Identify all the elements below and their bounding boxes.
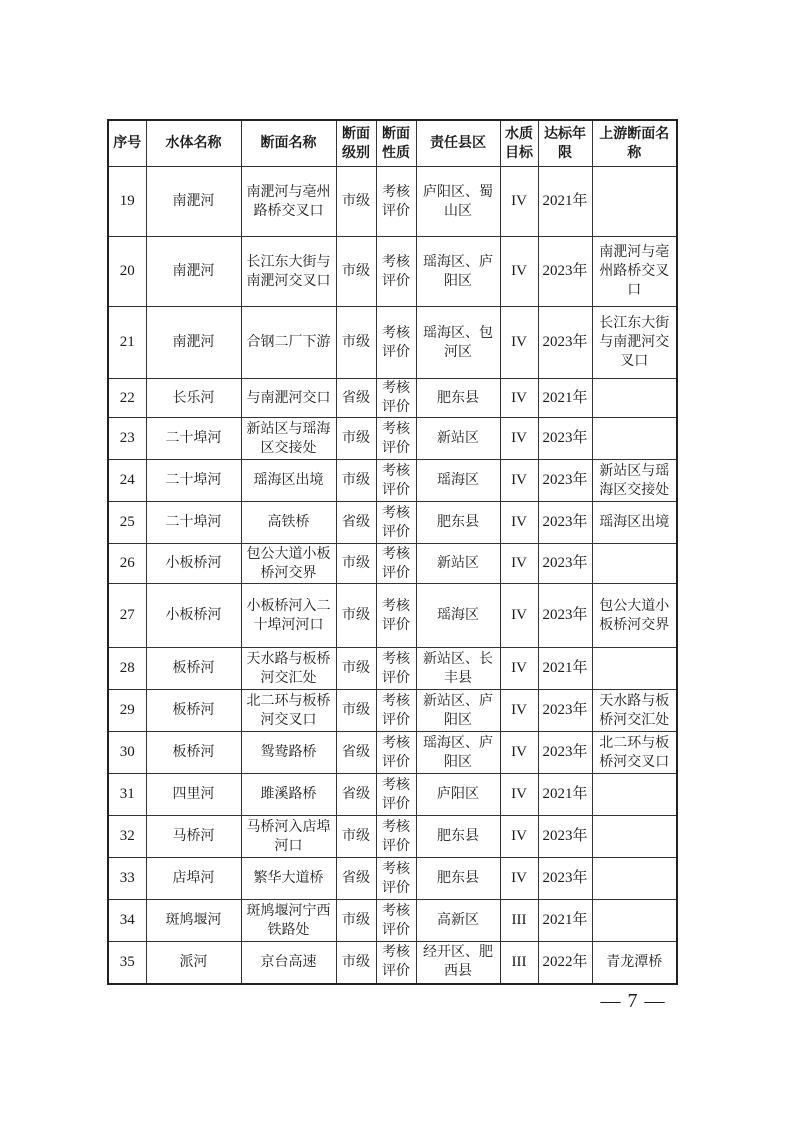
water-body-name: 长乐河: [146, 379, 241, 418]
upstream-section-name: 天水路与板桥河交汇处: [592, 690, 677, 732]
row-number: 23: [108, 418, 146, 460]
section-nature: 考核评价: [376, 167, 416, 237]
section-level: 市级: [336, 460, 376, 502]
responsible-county: 庐阳区、蜀山区: [416, 167, 500, 237]
row-number: 27: [108, 584, 146, 648]
section-level: 市级: [336, 418, 376, 460]
section-name: 斑鸠堰河宁西铁路处: [241, 900, 336, 942]
section-name: 天水路与板桥河交汇处: [241, 648, 336, 690]
table-row: [108, 418, 677, 460]
water-body-name: 四里河: [146, 774, 241, 816]
responsible-county: 瑶海区: [416, 460, 500, 502]
compliance-year: 2023年: [538, 544, 592, 584]
section-level: 市级: [336, 584, 376, 648]
compliance-year: 2021年: [538, 648, 592, 690]
upstream-section-name: [592, 167, 677, 237]
responsible-county: 新站区、长丰县: [416, 648, 500, 690]
header-section: 断面名称: [241, 120, 336, 167]
responsible-county: 瑶海区: [416, 584, 500, 648]
table-row: [108, 167, 677, 237]
table-row: [108, 584, 677, 648]
row-number: 28: [108, 648, 146, 690]
water-quality-target: IV: [500, 816, 538, 858]
compliance-year: 2023年: [538, 418, 592, 460]
section-level: 省级: [336, 858, 376, 900]
section-level: 省级: [336, 732, 376, 774]
upstream-section-name: [592, 418, 677, 460]
section-nature: 考核评价: [376, 816, 416, 858]
row-number: 22: [108, 379, 146, 418]
table-row: [108, 307, 677, 379]
upstream-section-name: 青龙潭桥: [592, 942, 677, 984]
table-row: [108, 774, 677, 816]
water-quality-target: IV: [500, 167, 538, 237]
section-level: 市级: [336, 237, 376, 307]
compliance-year: 2021年: [538, 167, 592, 237]
compliance-year: 2021年: [538, 900, 592, 942]
row-number: 32: [108, 816, 146, 858]
section-level: 市级: [336, 690, 376, 732]
section-nature: 考核评价: [376, 732, 416, 774]
water-quality-target: IV: [500, 502, 538, 544]
water-body-name: 板桥河: [146, 648, 241, 690]
compliance-year: 2023年: [538, 460, 592, 502]
compliance-year: 2021年: [538, 774, 592, 816]
section-level: 省级: [336, 774, 376, 816]
section-level: 市级: [336, 167, 376, 237]
upstream-section-name: [592, 816, 677, 858]
water-quality-target: IV: [500, 858, 538, 900]
table-row: [108, 942, 677, 984]
header-row: [108, 120, 677, 167]
header-year: 达标年限: [538, 120, 592, 167]
header-upstream: 上游断面名称: [592, 120, 677, 167]
water-body-name: 二十埠河: [146, 418, 241, 460]
header-level: 断面级别: [336, 120, 376, 167]
water-quality-target: IV: [500, 648, 538, 690]
section-name: 长江东大街与南淝河交叉口: [241, 237, 336, 307]
header-no: 序号: [108, 120, 146, 167]
compliance-year: 2023年: [538, 690, 592, 732]
compliance-year: 2021年: [538, 379, 592, 418]
table-row: [108, 816, 677, 858]
section-nature: 考核评价: [376, 858, 416, 900]
section-level: 省级: [336, 502, 376, 544]
table-row: [108, 732, 677, 774]
section-name: 新站区与瑶海区交接处: [241, 418, 336, 460]
upstream-section-name: [592, 648, 677, 690]
section-nature: 考核评价: [376, 648, 416, 690]
responsible-county: 庐阳区: [416, 774, 500, 816]
water-quality-target: IV: [500, 379, 538, 418]
table-row: [108, 900, 677, 942]
row-number: 29: [108, 690, 146, 732]
section-name: 京台高速: [241, 942, 336, 984]
water-quality-target: IV: [500, 544, 538, 584]
responsible-county: 新站区、庐阳区: [416, 690, 500, 732]
water-quality-target: IV: [500, 237, 538, 307]
row-number: 20: [108, 237, 146, 307]
header-county: 责任县区: [416, 120, 500, 167]
upstream-section-name: [592, 544, 677, 584]
table-row: [108, 237, 677, 307]
water-quality-target: IV: [500, 774, 538, 816]
row-number: 26: [108, 544, 146, 584]
section-name: 包公大道小板桥河交界: [241, 544, 336, 584]
responsible-county: 瑶海区、包河区: [416, 307, 500, 379]
section-level: 市级: [336, 544, 376, 584]
water-body-name: 小板桥河: [146, 584, 241, 648]
monitoring-section-table: [107, 119, 678, 985]
table-body: [108, 167, 677, 984]
responsible-county: 新站区: [416, 418, 500, 460]
water-quality-target: IV: [500, 307, 538, 379]
section-name: 北二环与板桥河交叉口: [241, 690, 336, 732]
water-body-name: 南淝河: [146, 307, 241, 379]
water-quality-target: III: [500, 942, 538, 984]
water-quality-target: IV: [500, 584, 538, 648]
water-body-name: 店埠河: [146, 858, 241, 900]
section-nature: 考核评价: [376, 307, 416, 379]
section-name: 鸳鸯路桥: [241, 732, 336, 774]
page-number: — 7 —: [600, 990, 666, 1012]
upstream-section-name: 南淝河与亳州路桥交叉口: [592, 237, 677, 307]
row-number: 24: [108, 460, 146, 502]
upstream-section-name: 北二环与板桥河交叉口: [592, 732, 677, 774]
table-row: [108, 544, 677, 584]
section-nature: 考核评价: [376, 942, 416, 984]
water-body-name: 南淝河: [146, 167, 241, 237]
section-name: 繁华大道桥: [241, 858, 336, 900]
upstream-section-name: 长江东大街与南淝河交叉口: [592, 307, 677, 379]
responsible-county: 肥东县: [416, 502, 500, 544]
upstream-section-name: [592, 379, 677, 418]
section-nature: 考核评价: [376, 379, 416, 418]
responsible-county: 瑶海区、庐阳区: [416, 732, 500, 774]
water-quality-target: IV: [500, 690, 538, 732]
row-number: 35: [108, 942, 146, 984]
upstream-section-name: [592, 858, 677, 900]
upstream-section-name: 包公大道小板桥河交界: [592, 584, 677, 648]
responsible-county: 肥东县: [416, 379, 500, 418]
section-nature: 考核评价: [376, 502, 416, 544]
compliance-year: 2023年: [538, 584, 592, 648]
section-name: 马桥河入店埠河口: [241, 816, 336, 858]
section-level: 市级: [336, 307, 376, 379]
compliance-year: 2023年: [538, 307, 592, 379]
upstream-section-name: 瑶海区出境: [592, 502, 677, 544]
section-nature: 考核评价: [376, 418, 416, 460]
table-row: [108, 858, 677, 900]
table-row: [108, 379, 677, 418]
compliance-year: 2023年: [538, 237, 592, 307]
upstream-section-name: 新站区与瑶海区交接处: [592, 460, 677, 502]
water-quality-target: IV: [500, 418, 538, 460]
compliance-year: 2023年: [538, 732, 592, 774]
water-body-name: 马桥河: [146, 816, 241, 858]
water-body-name: 斑鸠堰河: [146, 900, 241, 942]
section-nature: 考核评价: [376, 900, 416, 942]
section-name: 高铁桥: [241, 502, 336, 544]
table-row: [108, 648, 677, 690]
responsible-county: 瑶海区、庐阳区: [416, 237, 500, 307]
responsible-county: 新站区: [416, 544, 500, 584]
section-name: 合钢二厂下游: [241, 307, 336, 379]
section-level: 市级: [336, 942, 376, 984]
section-level: 省级: [336, 379, 376, 418]
water-body-name: 南淝河: [146, 237, 241, 307]
section-nature: 考核评价: [376, 544, 416, 584]
water-body-name: 板桥河: [146, 732, 241, 774]
water-quality-target: IV: [500, 732, 538, 774]
section-name: 小板桥河入二十埠河河口: [241, 584, 336, 648]
section-level: 市级: [336, 648, 376, 690]
section-name: 瑶海区出境: [241, 460, 336, 502]
section-nature: 考核评价: [376, 460, 416, 502]
section-level: 市级: [336, 900, 376, 942]
water-body-name: 派河: [146, 942, 241, 984]
water-body-name: 二十埠河: [146, 460, 241, 502]
responsible-county: 肥东县: [416, 858, 500, 900]
section-nature: 考核评价: [376, 774, 416, 816]
compliance-year: 2023年: [538, 502, 592, 544]
table-row: [108, 502, 677, 544]
responsible-county: 经开区、肥西县: [416, 942, 500, 984]
upstream-section-name: [592, 900, 677, 942]
section-nature: 考核评价: [376, 584, 416, 648]
row-number: 31: [108, 774, 146, 816]
row-number: 34: [108, 900, 146, 942]
row-number: 19: [108, 167, 146, 237]
section-name: 与南淝河交口: [241, 379, 336, 418]
compliance-year: 2023年: [538, 816, 592, 858]
row-number: 33: [108, 858, 146, 900]
water-quality-target: III: [500, 900, 538, 942]
water-quality-target: IV: [500, 460, 538, 502]
header-nature: 断面性质: [376, 120, 416, 167]
header-target: 水质目标: [500, 120, 538, 167]
row-number: 21: [108, 307, 146, 379]
row-number: 25: [108, 502, 146, 544]
section-nature: 考核评价: [376, 237, 416, 307]
responsible-county: 高新区: [416, 900, 500, 942]
section-level: 市级: [336, 816, 376, 858]
compliance-year: 2022年: [538, 942, 592, 984]
section-name: 南淝河与亳州路桥交叉口: [241, 167, 336, 237]
table-row: [108, 690, 677, 732]
water-body-name: 小板桥河: [146, 544, 241, 584]
upstream-section-name: [592, 774, 677, 816]
responsible-county: 肥东县: [416, 816, 500, 858]
compliance-year: 2023年: [538, 858, 592, 900]
header-water: 水体名称: [146, 120, 241, 167]
table-row: [108, 460, 677, 502]
water-body-name: 二十埠河: [146, 502, 241, 544]
section-name: 雎溪路桥: [241, 774, 336, 816]
water-body-name: 板桥河: [146, 690, 241, 732]
section-nature: 考核评价: [376, 690, 416, 732]
row-number: 30: [108, 732, 146, 774]
